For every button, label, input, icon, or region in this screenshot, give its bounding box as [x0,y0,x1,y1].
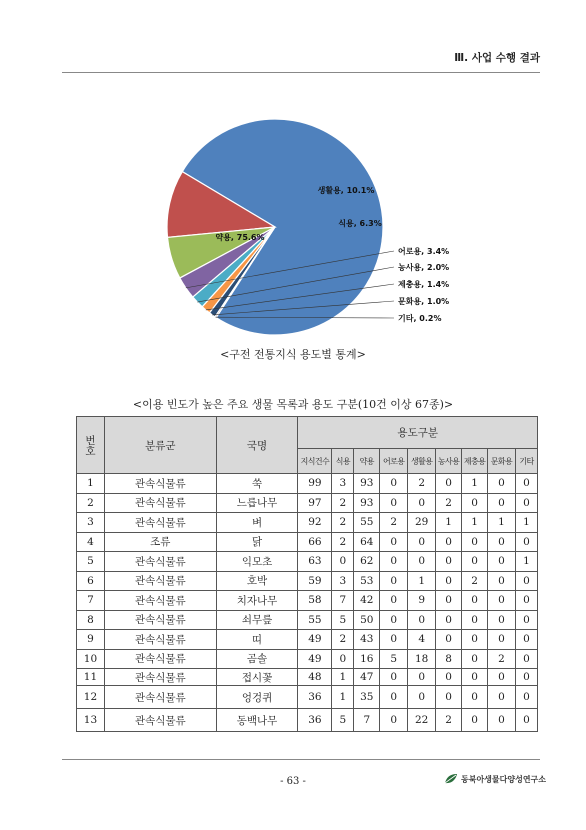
table-cell: 66 [298,532,332,552]
table-row [77,532,538,552]
table-cell: 0 [462,630,488,650]
section-header: Ⅲ. 사업 수행 결과 [454,52,540,64]
species-usage-table [76,416,538,732]
table-cell: 0 [380,591,408,611]
table-cell: 동백나무 [216,709,298,732]
table-cell: 0 [380,709,408,732]
table-cell: 0 [515,610,537,630]
table-cell: 53 [354,571,380,591]
table-cell: 2 [462,571,488,591]
table-cell: 0 [462,591,488,611]
header-group: 분류군 [104,417,216,474]
table-cell: 0 [488,610,516,630]
subheader-6: 제충용 [462,449,488,474]
table-cell: 13 [77,709,105,732]
table-cell: 22 [408,709,436,732]
table-cell: 치자나무 [216,591,298,611]
table-cell: 2 [436,493,462,513]
table-row [77,686,538,709]
table-cell: 관속식물류 [104,709,216,732]
table-cell: 9 [408,591,436,611]
table-cell: 쇠무릎 [216,610,298,630]
table-row [77,552,538,572]
table-cell: 관속식물류 [104,686,216,709]
table-cell: 호박 [216,571,298,591]
table-cell: 0 [380,493,408,513]
table-cell: 관속식물류 [104,474,216,494]
table-cell: 0 [515,649,537,669]
pie-label-2: 식용, 6.3% [338,219,382,228]
table-row [77,474,538,494]
table-cell: 0 [332,552,354,572]
table-cell: 0 [462,532,488,552]
table-cell: 7 [354,709,380,732]
table-row [77,493,538,513]
table-cell: 0 [380,669,408,686]
table-cell: 55 [298,610,332,630]
table-cell: 2 [332,493,354,513]
table-cell: 0 [462,669,488,686]
table-row [77,630,538,650]
table-cell: 0 [488,669,516,686]
table-cell: 닭 [216,532,298,552]
table-row [77,669,538,686]
table-cell: 0 [488,552,516,572]
table-cell: 0 [408,552,436,572]
table-cell: 48 [298,669,332,686]
table-cell: 2 [380,513,408,533]
table-cell: 1 [515,552,537,572]
table-cell: 0 [488,630,516,650]
table-cell: 93 [354,493,380,513]
table-cell: 4 [77,532,105,552]
subheader-5: 농사용 [436,449,462,474]
table-cell: 10 [77,649,105,669]
leaf-logo-icon [444,773,458,785]
table-cell: 0 [436,532,462,552]
table-cell: 0 [408,610,436,630]
table-cell: 63 [298,552,332,572]
header-no: 번호 [77,417,105,474]
table-cell: 0 [515,630,537,650]
table-cell: 8 [436,649,462,669]
table-cell: 조류 [104,532,216,552]
table-cell: 0 [488,709,516,732]
subheader-7: 문화용 [488,449,516,474]
table-cell: 관속식물류 [104,571,216,591]
table-cell: 0 [488,493,516,513]
table-cell: 0 [462,686,488,709]
table-cell: 1 [462,513,488,533]
subheader-1: 식용 [332,449,354,474]
table-cell: 벼 [216,513,298,533]
table-cell: 1 [515,513,537,533]
table-cell: 92 [298,513,332,533]
table-cell: 64 [354,532,380,552]
table-cell: 2 [77,493,105,513]
pie-label-3: 어로용, 3.4% [398,247,450,256]
table-cell: 0 [436,630,462,650]
table-cell: 9 [77,630,105,650]
table-cell: 55 [354,513,380,533]
subheader-2: 약용 [354,449,380,474]
table-cell: 7 [332,591,354,611]
table-cell: 띠 [216,630,298,650]
table-cell: 36 [298,709,332,732]
table-cell: 0 [436,474,462,494]
table-cell: 42 [354,591,380,611]
table-cell: 0 [462,493,488,513]
table-cell: 0 [515,474,537,494]
subheader-8: 기타 [515,449,537,474]
pie-label-0: 약용, 75.6% [215,233,265,242]
table-cell: 11 [77,669,105,686]
table-cell: 엉겅퀴 [216,686,298,709]
table-row [77,571,538,591]
table-cell: 3 [332,571,354,591]
table-cell: 관속식물류 [104,513,216,533]
table-cell: 0 [408,493,436,513]
table-cell: 99 [298,474,332,494]
table-cell: 0 [436,610,462,630]
table-cell: 0 [515,591,537,611]
table-cell: 35 [354,686,380,709]
table-cell: 관속식물류 [104,493,216,513]
table-cell: 0 [436,591,462,611]
subheader-4: 생활용 [408,449,436,474]
table-cell: 0 [515,571,537,591]
table-cell: 2 [488,649,516,669]
table-cell: 0 [488,474,516,494]
table-cell: 곰솔 [216,649,298,669]
table-cell: 58 [298,591,332,611]
table-row [77,709,538,732]
table-cell: 1 [488,513,516,533]
table-cell: 47 [354,669,380,686]
table-cell: 49 [298,649,332,669]
table-cell: 0 [436,669,462,686]
table-cell: 0 [332,649,354,669]
table-cell: 93 [354,474,380,494]
table-cell: 0 [462,552,488,572]
table-cell: 0 [436,552,462,572]
table-cell: 5 [77,552,105,572]
table-cell: 0 [408,686,436,709]
table-cell: 4 [408,630,436,650]
table-cell: 0 [515,532,537,552]
table-cell: 0 [380,571,408,591]
table-cell: 0 [462,709,488,732]
table-cell: 6 [77,571,105,591]
table-row [77,591,538,611]
pie-caption: <구전 전통지식 용도별 통계> [220,348,366,361]
header-usage: 용도구분 [298,417,538,449]
table-body [77,474,538,732]
table-row [77,513,538,533]
table-cell: 0 [380,552,408,572]
table-cell: 0 [380,686,408,709]
table-cell: 0 [515,709,537,732]
table-cell: 2 [332,630,354,650]
table-cell: 0 [488,591,516,611]
table-cell: 0 [380,630,408,650]
pie-label-5: 제충용, 1.4% [398,280,450,289]
table-cell: 1 [408,571,436,591]
table-cell: 16 [354,649,380,669]
table-cell: 2 [408,474,436,494]
table-cell: 49 [298,630,332,650]
table-row [77,649,538,669]
table-cell: 0 [462,649,488,669]
pie-label-4: 농사용, 2.0% [398,263,450,272]
table-cell: 2 [332,513,354,533]
table-cell: 1 [462,474,488,494]
table-cell: 익모초 [216,552,298,572]
table-cell: 0 [488,686,516,709]
table-cell: 59 [298,571,332,591]
table-cell: 0 [436,571,462,591]
pie-label-1: 생활용, 10.1% [317,186,375,195]
org-logo-block [444,773,546,785]
table-cell: 5 [380,649,408,669]
table-cell: 접시꽃 [216,669,298,686]
table-caption: <이용 빈도가 높은 주요 생물 목록과 용도 구분(10건 이상 67종)> [132,398,454,411]
subheader-3: 어로용 [380,449,408,474]
pie-label-7: 기타, 0.2% [398,314,442,323]
table-cell: 0 [436,686,462,709]
table-cell: 18 [408,649,436,669]
table-cell: 5 [332,610,354,630]
table-cell: 0 [462,610,488,630]
table-cell: 1 [332,686,354,709]
table-cell: 관속식물류 [104,610,216,630]
table-cell: 50 [354,610,380,630]
table-cell: 8 [77,610,105,630]
table-cell: 0 [515,686,537,709]
table-cell: 0 [488,571,516,591]
table-cell: 0 [408,669,436,686]
table-cell: 관속식물류 [104,669,216,686]
table-cell: 62 [354,552,380,572]
table-cell: 0 [408,532,436,552]
table-cell: 2 [332,532,354,552]
table-cell: 느릅나무 [216,493,298,513]
table-cell: 3 [332,474,354,494]
table-cell: 관속식물류 [104,552,216,572]
table-cell: 1 [436,513,462,533]
table-cell: 29 [408,513,436,533]
table-cell: 1 [77,474,105,494]
table-cell: 7 [77,591,105,611]
table-row [77,610,538,630]
subheader-0: 지식건수 [298,449,332,474]
table-cell: 5 [332,709,354,732]
table-cell: 43 [354,630,380,650]
table-cell: 2 [436,709,462,732]
table-cell: 쑥 [216,474,298,494]
table-cell: 0 [380,610,408,630]
pie-chart [0,0,586,340]
table-cell: 관속식물류 [104,630,216,650]
table-cell: 12 [77,686,105,709]
footer-divider [62,759,540,760]
table-cell: 36 [298,686,332,709]
page-number: - 63 - [280,776,306,787]
table-cell: 1 [332,669,354,686]
header-name: 국명 [216,417,298,474]
table-cell: 관속식물류 [104,649,216,669]
table-cell: 관속식물류 [104,591,216,611]
table-cell: 3 [77,513,105,533]
table-cell: 97 [298,493,332,513]
pie-label-6: 문화용, 1.0% [398,297,450,306]
table-cell: 0 [515,493,537,513]
org-name: 동북아생물다양성연구소 [461,774,547,784]
table-cell: 0 [515,669,537,686]
table-cell: 0 [380,474,408,494]
table-cell: 0 [488,532,516,552]
table-cell: 0 [380,532,408,552]
